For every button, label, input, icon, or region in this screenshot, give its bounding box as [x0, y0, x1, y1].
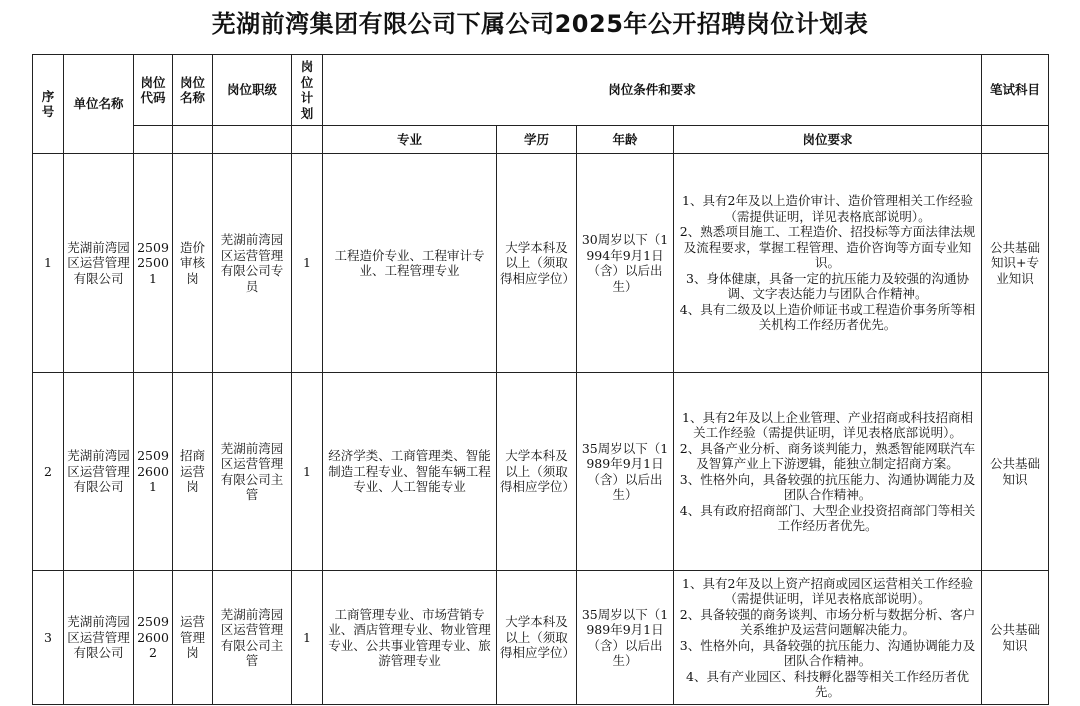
requirement-item: 3、性格外向，具备较强的抗压能力、沟通协调能力及团队合作精神。: [679, 637, 976, 668]
requirement-item: 2、具备较强的商务谈判、市场分析与数据分析、客户关系维护及运营问题解决能力。: [679, 606, 976, 637]
header-level-blank: [213, 126, 292, 154]
cell-seq: 3: [33, 571, 64, 705]
header-code-blank: [134, 126, 173, 154]
header-plan-blank: [292, 126, 323, 154]
page-title: 芜湖前湾集团有限公司下属公司2025年公开招聘岗位计划表: [211, 10, 869, 38]
header-plan: 岗位计划: [292, 55, 323, 126]
cell-major: 工程造价专业、工程审计专业、工程管理专业: [323, 154, 497, 373]
requirement-item: 1、具有2年及以上企业管理、产业招商或科技招商相关工作经验（需提供证明，详见表格底部说明）。: [682, 409, 973, 440]
requirement-item: 1、具有2年及以上资产招商或园区运营相关工作经验（需提供证明，详见表格底部说明）。: [682, 575, 973, 606]
cell-age: 35周岁以下（1989年9月1日（含）以后出生）: [577, 373, 674, 571]
header-exam-blank: [982, 126, 1049, 154]
cell-plan: 1: [292, 571, 323, 705]
header-post: 岗位名称: [173, 55, 213, 126]
cell-post: 造价审核岗: [173, 154, 213, 373]
requirement-item: 1、具有2年及以上造价审计、造价管理相关工作经验（需提供证明，详见表格底部说明）。: [682, 193, 973, 224]
cell-code: 250926002: [134, 571, 173, 705]
requirement-item: 2、具备产业分析、商务谈判能力，熟悉智能网联汽车及智算产业上下游逻辑，能独立制定招商方案。: [679, 440, 976, 471]
cell-seq: 2: [33, 373, 64, 571]
cell-plan: 1: [292, 373, 323, 571]
requirement-item: 4、具有二级及以上造价师证书或工程造价事务所等相关机构工作经历者优先。: [679, 301, 976, 333]
cell-exam: 公共基础知识: [982, 571, 1049, 705]
header-seq: 序号: [33, 55, 64, 154]
cell-level: 芜湖前湾园区运营管理有限公司专员: [213, 154, 292, 373]
header-edu: 学历: [497, 126, 577, 154]
cell-level: 芜湖前湾园区运营管理有限公司主管: [213, 571, 292, 705]
cell-edu: 大学本科及以上（须取得相应学位）: [497, 571, 577, 705]
cell-seq: 1: [33, 154, 64, 373]
header-major: 专业: [323, 126, 497, 154]
requirement-item: 4、具有产业园区、科技孵化器等相关工作经历者优先。: [686, 668, 969, 699]
cell-requirements: [674, 571, 982, 705]
header-conditions: 岗位条件和要求: [323, 55, 982, 126]
cell-post: 运营管理岗: [173, 571, 213, 705]
header-row-sub: [33, 126, 1049, 154]
requirement-item: 4、具有政府招商部门、大型企业投资招商部门等相关工作经历者优先。: [679, 502, 976, 533]
cell-exam: 公共基础知识+专业知识: [982, 154, 1049, 373]
cell-post: 招商运营岗: [173, 373, 213, 571]
cell-unit: 芜湖前湾园区运营管理有限公司: [64, 571, 134, 705]
cell-edu: 大学本科及以上（须取得相应学位）: [497, 154, 577, 373]
cell-edu: 大学本科及以上（须取得相应学位）: [497, 373, 577, 571]
table-row: [33, 571, 1049, 705]
cell-exam: 公共基础知识: [982, 373, 1049, 571]
cell-unit: 芜湖前湾园区运营管理有限公司: [64, 373, 134, 571]
requirement-item: 3、性格外向，具备较强的抗压能力、沟通协调能力及团队合作精神。: [679, 471, 976, 502]
header-unit: 单位名称: [64, 55, 134, 154]
header-code: 岗位代码: [134, 55, 173, 126]
requirement-item: 2、熟悉项目施工、工程造价、招投标等方面法律法规及流程要求，掌握工程管理、造价咨询等方面专业知识。: [679, 224, 976, 271]
cell-plan: 1: [292, 154, 323, 373]
header-exam: 笔试科目: [982, 55, 1049, 126]
cell-code: 250926001: [134, 373, 173, 571]
header-level: 岗位职级: [213, 55, 292, 126]
cell-major: 工商管理专业、市场营销专业、酒店管理专业、物业管理专业、公共事业管理专业、旅游管理专业: [323, 571, 497, 705]
recruitment-plan-table: [32, 54, 1049, 705]
cell-level: 芜湖前湾园区运营管理有限公司主管: [213, 373, 292, 571]
cell-unit: 芜湖前湾园区运营管理有限公司: [64, 154, 134, 373]
header-post-blank: [173, 126, 213, 154]
header-age: 年龄: [577, 126, 674, 154]
cell-major: 经济学类、工商管理类、智能制造工程专业、智能车辆工程专业、人工智能专业: [323, 373, 497, 571]
cell-requirements: [674, 373, 982, 571]
table-row: [33, 373, 1049, 571]
cell-age: 35周岁以下（1989年9月1日（含）以后出生）: [577, 571, 674, 705]
requirement-item: 3、身体健康，具备一定的抗压能力及较强的沟通协调、文字表达能力与团队合作精神。: [686, 270, 969, 302]
cell-age: 30周岁以下（1994年9月1日（含）以后出生）: [577, 154, 674, 373]
cell-requirements: [674, 154, 982, 373]
cell-code: 250925001: [134, 154, 173, 373]
header-req: 岗位要求: [674, 126, 982, 154]
header-row-main: [33, 55, 1049, 126]
table-row: [33, 154, 1049, 373]
